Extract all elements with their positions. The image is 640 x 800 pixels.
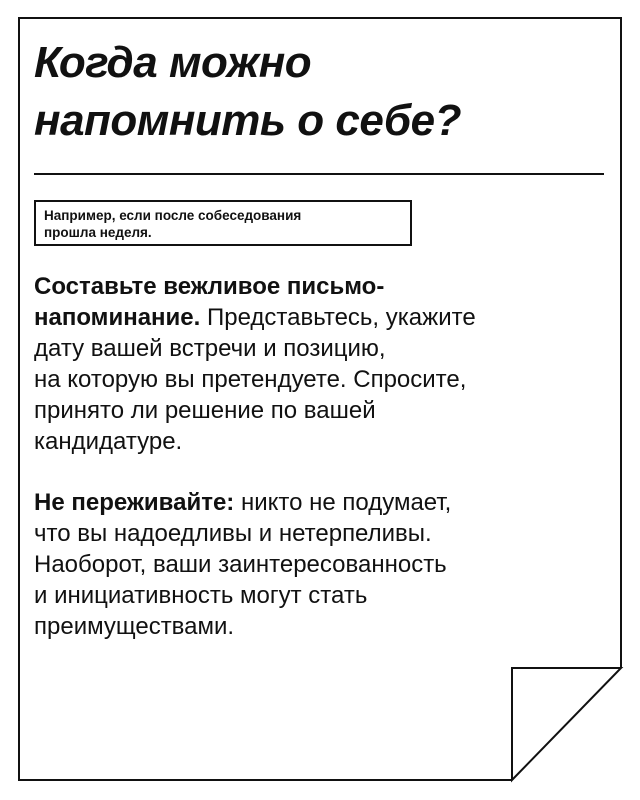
example-note-box <box>34 200 412 246</box>
p1-line-6: кандидатуре. <box>34 428 183 455</box>
note-line-2: прошла неделя. <box>44 225 152 240</box>
p1-line-3: дату вашей встречи и позицию, <box>34 335 386 362</box>
p2-bold: Не переживайте: <box>34 489 235 516</box>
advice-paragraph-2 <box>34 487 604 642</box>
page-title <box>34 34 594 150</box>
title-line-2: напомнить о себе? <box>34 96 461 145</box>
advice-paragraph-1 <box>34 271 604 457</box>
folded-corner <box>512 668 621 780</box>
p2-line-5: преимуществами. <box>34 613 235 640</box>
p2-line-2: что вы надоедливы и нетерпеливы. <box>34 520 432 547</box>
p1-bold-line-1: Составьте вежливое письмо- <box>34 273 385 300</box>
p1-line-4: на которую вы претендуете. Спросите, <box>34 366 467 393</box>
p1-line-2-rest: Представьтесь, укажите <box>200 304 476 331</box>
title-line-1: Когда можно <box>34 38 312 87</box>
p1-line-5: принято ли решение по вашей <box>34 397 376 424</box>
title-divider <box>34 173 604 175</box>
p1-bold-line-2: напоминание. <box>34 304 201 331</box>
p2-line-1-rest: никто не подумает, <box>234 489 452 516</box>
note-line-1: Например, если после собеседования <box>44 208 302 223</box>
p2-line-4: и инициативность могут стать <box>34 582 368 609</box>
p2-line-3: Наоборот, ваши заинтересованность <box>34 551 447 578</box>
